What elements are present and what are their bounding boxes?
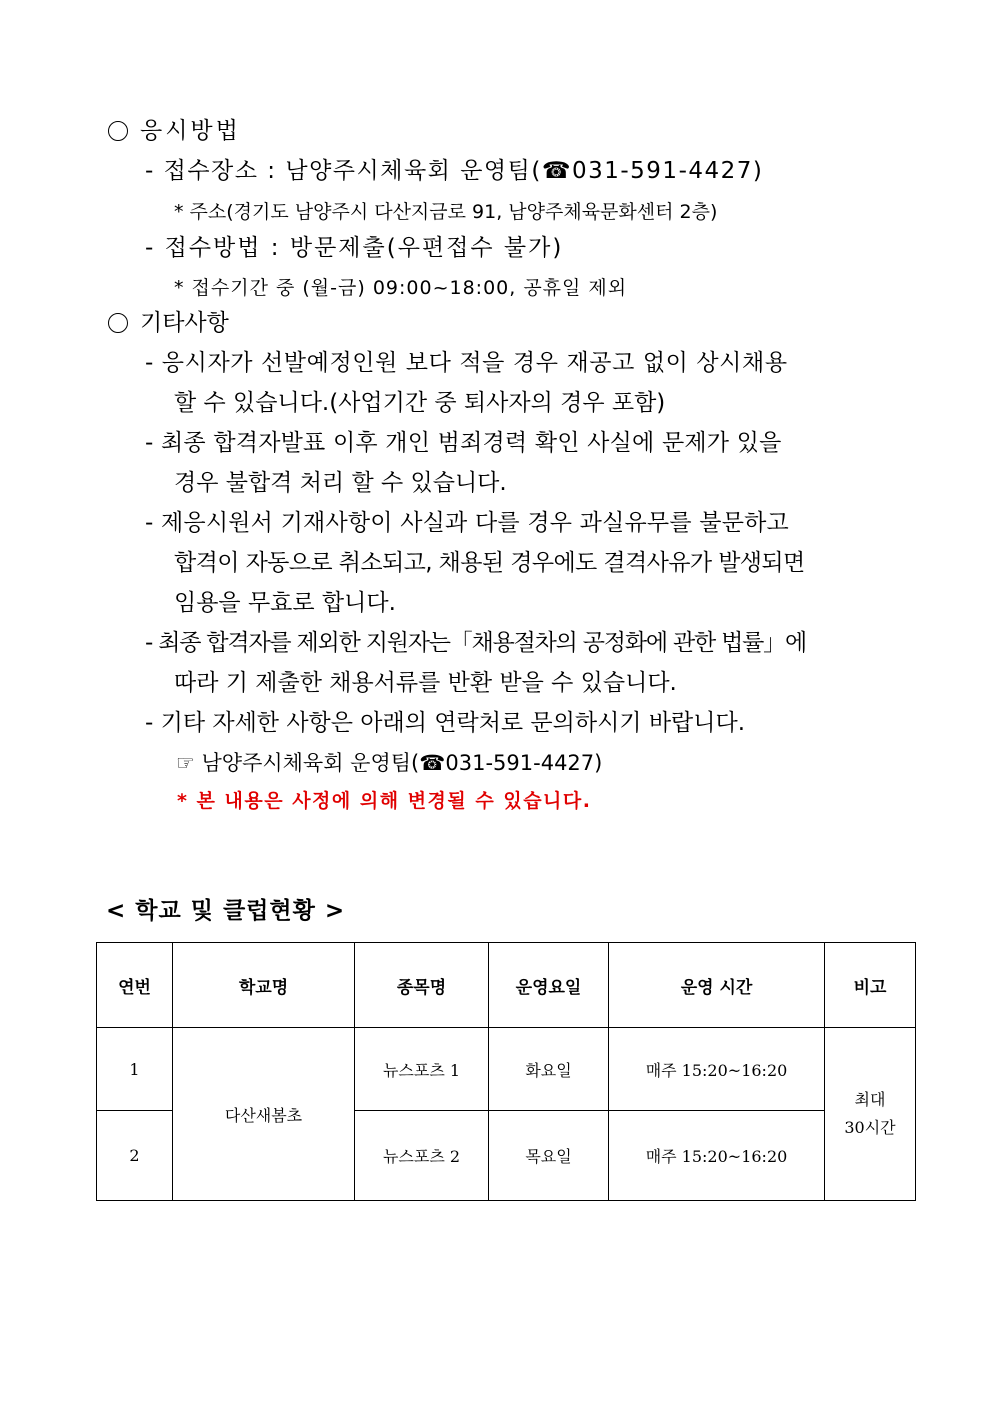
note-line-2: 30시간 [844,1118,896,1137]
note-line-1: 최대 [854,1090,886,1109]
warning-note: * 본 내용은 사정에 의해 변경될 수 있습니다. [177,790,592,812]
etc-section-title: 기타사항 [108,308,229,338]
row-time: 매주 15:20~16:20 [609,1111,825,1201]
header-sport: 종목명 [355,943,489,1028]
etc-line-5: - 제응시원서 기재사항이 사실과 다를 경우 과실유무를 불문하고 [145,510,789,536]
row-sport: 뉴스포츠 2 [355,1111,489,1201]
club-table [96,942,916,1201]
header-school: 학교명 [173,943,355,1028]
header-time: 운영 시간 [609,943,825,1028]
header-note: 비고 [825,943,916,1028]
club-table-title: < 학교 및 클럽현황 > [106,898,346,924]
row-sport: 뉴스포츠 1 [355,1028,489,1111]
etc-line-2: 할 수 있습니다.(사업기간 중 퇴사자의 경우 포함) [174,390,666,416]
row-no: 2 [97,1111,173,1201]
school-name: 다산새봄초 [173,1028,355,1201]
circle-bullet-icon [108,313,128,333]
note-cell [825,1028,916,1201]
etc-line-7: 임용을 무효로 합니다. [174,590,396,616]
apply-section-title: 응시방법 [108,116,241,146]
apply-period: * 접수기간 중 (월-금) 09:00~18:00, 공휴일 제외 [174,277,628,299]
table-row [97,1028,916,1111]
header-day: 운영요일 [489,943,609,1028]
row-day: 목요일 [489,1111,609,1201]
etc-line-4: 경우 불합격 처리 할 수 있습니다. [174,470,507,496]
row-day: 화요일 [489,1028,609,1111]
row-no: 1 [97,1028,173,1111]
header-no: 연번 [97,943,173,1028]
etc-line-1: - 응시자가 선발예정인원 보다 적을 경우 재공고 없이 상시채용 [145,350,788,376]
circle-bullet-icon [108,121,128,141]
row-time: 매주 15:20~16:20 [609,1028,825,1111]
apply-address: * 주소(경기도 남양주시 다산지금로 91, 남양주체육문화센터 2층) [174,201,718,223]
etc-line-6: 합격이 자동으로 취소되고, 채용된 경우에도 결격사유가 발생되면 [174,550,805,576]
apply-method: - 접수방법 : 방문제출(우편접수 불가) [145,235,564,261]
contact-line: ☞ 남양주시체육회 운영팀(☎031-591-4427) [176,751,603,775]
etc-line-10: - 기타 자세한 사항은 아래의 연락처로 문의하시기 바랍니다. [145,710,746,736]
etc-line-8: - 최종 합격자를 제외한 지원자는「채용절차의 공정화에 관한 법률」에 [145,630,806,656]
etc-line-9: 따라 기 제출한 채용서류를 반환 받을 수 있습니다. [174,670,677,696]
table-header-row [97,943,916,1028]
etc-line-3: - 최종 합격자발표 이후 개인 범죄경력 확인 사실에 문제가 있을 [145,430,782,456]
apply-place: - 접수장소 : 남양주시체육회 운영팀(☎031-591-4427) [145,158,764,184]
